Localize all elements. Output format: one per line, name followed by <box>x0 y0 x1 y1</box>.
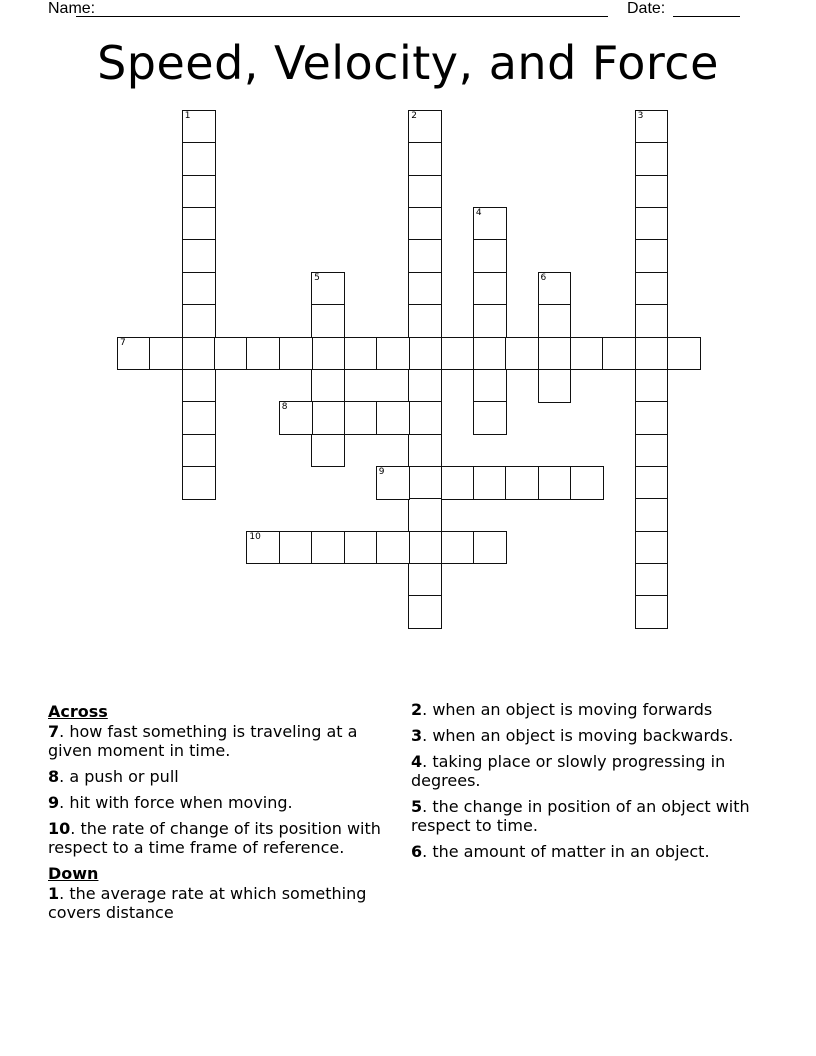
crossword-cell[interactable] <box>182 175 216 209</box>
crossword-cell[interactable] <box>408 272 442 306</box>
clues-column-right <box>411 700 756 868</box>
crossword-cell[interactable] <box>538 466 572 500</box>
crossword-cell[interactable] <box>182 272 216 306</box>
clue-down-4: 4. taking place or slowly progressing in degrees. <box>411 752 726 790</box>
crossword-cell[interactable] <box>473 272 507 306</box>
crossword-cell[interactable] <box>182 207 216 241</box>
crossword-cell[interactable] <box>408 142 442 176</box>
clue-across-9: 9. hit with force when moving. <box>48 793 293 812</box>
crossword-cell[interactable] <box>473 369 507 403</box>
crossword-cell[interactable] <box>311 434 345 468</box>
crossword-cell[interactable] <box>570 337 604 371</box>
crossword-cell[interactable] <box>635 563 669 597</box>
clue-across-8: 8. a push or pull <box>48 767 179 786</box>
page-title: Speed, Velocity, and Force <box>97 36 719 90</box>
crossword-cell[interactable] <box>408 466 442 500</box>
cell-number: 10 <box>249 531 261 542</box>
cell-number: 9 <box>378 466 385 477</box>
name-label: Name: <box>48 0 96 17</box>
clue-across-10: 10. the rate of change of its position with respect to a time frame of reference. <box>48 819 381 857</box>
clue-text: a push or pull <box>69 767 179 786</box>
crossword-cell[interactable] <box>408 498 442 532</box>
clue-down-3: 3. when an object is moving backwards. <box>411 726 734 745</box>
clue-number: 2 <box>411 700 423 719</box>
crossword-cell[interactable] <box>279 531 313 565</box>
crossword-cell[interactable] <box>635 239 669 273</box>
crossword-cell[interactable] <box>376 401 410 435</box>
crossword-cell[interactable] <box>473 466 507 500</box>
crossword-cell[interactable] <box>182 466 216 500</box>
date-label: Date: <box>627 0 666 17</box>
clue-down-6: 6. the amount of matter in an object. <box>411 842 710 861</box>
crossword-cell[interactable] <box>441 466 475 500</box>
crossword-cell[interactable] <box>473 304 507 338</box>
crossword-cell[interactable] <box>602 337 636 371</box>
clue-number: 4 <box>411 752 423 771</box>
crossword-cell[interactable] <box>667 337 701 371</box>
crossword-cell[interactable] <box>344 531 378 565</box>
clue-text: taking place or slowly progressing in degrees. <box>411 752 726 790</box>
crossword-cell[interactable] <box>279 337 313 371</box>
crossword-cell[interactable] <box>635 531 669 565</box>
crossword-cell[interactable] <box>635 401 669 435</box>
crossword-cell[interactable] <box>635 207 669 241</box>
clue-down-2: 2. when an object is moving forwards <box>411 700 713 719</box>
crossword-cell[interactable] <box>117 337 151 371</box>
clue-number: 9 <box>48 793 60 812</box>
crossword-cell[interactable] <box>408 434 442 468</box>
crossword-cell[interactable] <box>408 337 442 371</box>
cell-number: 4 <box>475 208 482 219</box>
cell-number: 3 <box>637 111 644 121</box>
crossword-cell[interactable] <box>473 239 507 273</box>
crossword-cell[interactable] <box>182 337 216 371</box>
crossword-cell[interactable] <box>473 531 507 565</box>
crossword-cell[interactable] <box>376 466 410 500</box>
clue-text: when an object is moving forwards <box>432 700 713 719</box>
crossword-cell[interactable] <box>635 466 669 500</box>
crossword-cell[interactable] <box>214 337 248 371</box>
crossword-cell[interactable] <box>182 434 216 468</box>
crossword-cell[interactable] <box>408 304 442 338</box>
cell-number: 7 <box>120 337 126 348</box>
cell-number: 8 <box>281 402 288 413</box>
crossword-cell[interactable] <box>635 175 669 209</box>
crossword-cell[interactable] <box>635 110 669 144</box>
crossword-cell[interactable] <box>408 207 442 241</box>
crossword-cell[interactable] <box>538 369 572 403</box>
across-heading: Across <box>48 702 108 721</box>
clue-number: 10 <box>48 819 71 838</box>
crossword-cell[interactable] <box>538 272 572 306</box>
cell-number: 6 <box>540 272 547 283</box>
crossword-cell[interactable] <box>344 337 378 371</box>
clue-text: the rate of change of its position with respect to a time frame of reference. <box>48 819 381 857</box>
crossword-cell[interactable] <box>311 531 345 565</box>
clue-number: 7 <box>48 722 60 741</box>
crossword-cell[interactable] <box>473 337 507 371</box>
clue-number: 6 <box>411 842 423 861</box>
crossword-cell[interactable] <box>311 304 345 338</box>
clue-text: when an object is moving backwards. <box>432 726 734 745</box>
crossword-cell[interactable] <box>311 337 345 371</box>
crossword-cell[interactable] <box>570 466 604 500</box>
crossword-cell[interactable] <box>635 142 669 176</box>
crossword-cell[interactable] <box>635 304 669 338</box>
crossword-cell[interactable] <box>182 110 216 144</box>
clue-text: the average rate at which something covers distance <box>48 884 367 922</box>
crossword-cell[interactable] <box>344 401 378 435</box>
crossword-cell[interactable] <box>635 498 669 532</box>
down-heading: Down <box>48 864 99 883</box>
crossword-cell[interactable] <box>505 337 539 371</box>
crossword-cell[interactable] <box>635 272 669 306</box>
clues-column-left <box>48 700 398 929</box>
clue-text: the change in position of an object with respect to time. <box>411 797 750 835</box>
crossword-cell[interactable] <box>441 531 475 565</box>
crossword-cell[interactable] <box>505 466 539 500</box>
clue-number: 3 <box>411 726 423 745</box>
crossword-cell[interactable] <box>408 401 442 435</box>
clue-number: 5 <box>411 797 423 816</box>
crossword-cell[interactable] <box>408 110 442 144</box>
crossword-cell[interactable] <box>182 401 216 435</box>
crossword-cell[interactable] <box>311 369 345 403</box>
crossword-cell[interactable] <box>311 272 345 306</box>
crossword-cell[interactable] <box>473 401 507 435</box>
clue-across-7: 7. how fast something is traveling at a given moment in time. <box>48 722 358 760</box>
crossword-cell[interactable] <box>538 304 572 338</box>
crossword-cell[interactable] <box>311 401 345 435</box>
crossword-cell[interactable] <box>149 337 183 371</box>
crossword-cell[interactable] <box>408 595 442 629</box>
crossword-cell[interactable] <box>635 369 669 403</box>
crossword-cell[interactable] <box>376 337 410 371</box>
crossword-cell[interactable] <box>538 337 572 371</box>
clue-text: hit with force when moving. <box>69 793 293 812</box>
crossword-cell[interactable] <box>182 142 216 176</box>
clue-number: 1 <box>48 884 60 903</box>
crossword-cell[interactable] <box>473 207 507 241</box>
crossword-cell[interactable] <box>246 337 280 371</box>
crossword-cell[interactable] <box>408 239 442 273</box>
clue-text: how fast something is traveling at a given moment in time. <box>48 722 358 760</box>
clue-down-5: 5. the change in position of an object with respect to time. <box>411 797 750 835</box>
cell-number: 5 <box>314 272 320 283</box>
clue-down-1: 1. the average rate at which something covers distance <box>48 884 367 922</box>
crossword-cell[interactable] <box>279 401 313 435</box>
crossword-cell[interactable] <box>408 531 442 565</box>
clue-number: 8 <box>48 767 60 786</box>
crossword-cell[interactable] <box>635 434 669 468</box>
crossword-cell[interactable] <box>441 337 475 371</box>
cell-number: 2 <box>411 111 417 121</box>
crossword-cell[interactable] <box>246 531 280 565</box>
cell-number: 1 <box>184 111 191 121</box>
crossword-cell[interactable] <box>182 239 216 273</box>
crossword-cell[interactable] <box>376 531 410 565</box>
crossword-cell[interactable] <box>408 175 442 209</box>
crossword-cell[interactable] <box>408 563 442 597</box>
crossword-cell[interactable] <box>635 337 669 371</box>
crossword-cell[interactable] <box>635 595 669 629</box>
crossword-cell[interactable] <box>182 369 216 403</box>
crossword-cell[interactable] <box>182 304 216 338</box>
crossword-cell[interactable] <box>408 369 442 403</box>
clue-text: the amount of matter in an object. <box>432 842 710 861</box>
